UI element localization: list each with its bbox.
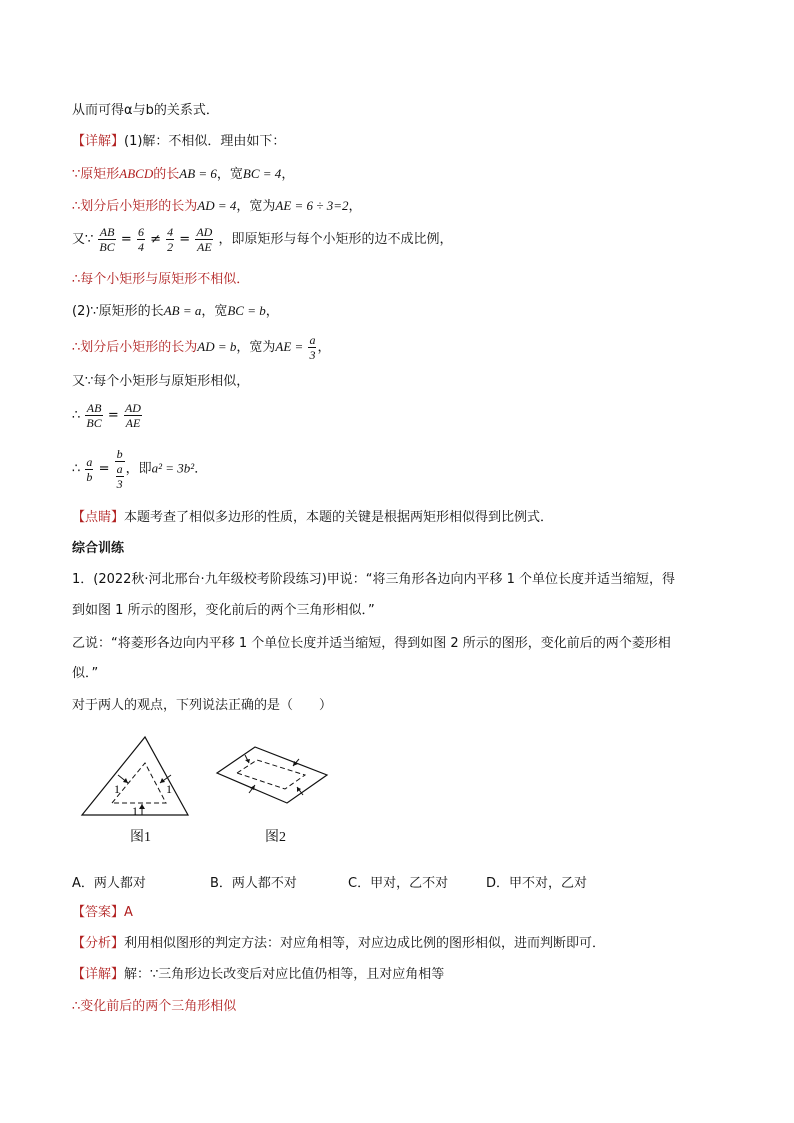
text-line	[72, 101, 219, 121]
therefore-sign: ∴	[72, 408, 81, 423]
answer-tag: 【答案】	[72, 905, 125, 920]
fraction	[166, 225, 174, 254]
remark-text: 本题考查了相似多边形的性质，本题的关键是根据两矩形相似得到比例式．	[124, 510, 554, 525]
equals-sign: =	[107, 408, 119, 423]
text-line	[72, 164, 294, 185]
analysis-text: 利用相似图形的判定方法：对应角相等，对应边成比例的图形相似，进而判断即可．	[124, 936, 606, 951]
math-span: AB = a	[163, 303, 202, 318]
detail-text: 解：∵三角形边长改变后对应比值仍相等，且对应角相等	[124, 967, 445, 982]
text-span: ∴划分后小矩形的长为	[72, 340, 198, 355]
question-line	[72, 601, 375, 621]
text-span: 的长	[153, 167, 180, 182]
text-line	[72, 333, 330, 362]
question-line	[72, 696, 332, 716]
text-span: 又∵每个小矩形与原矩形相似，	[72, 374, 250, 389]
text-span: 又∵	[72, 232, 94, 247]
figure-2-rhombus	[215, 745, 330, 805]
numerator: AD	[124, 401, 141, 415]
equals-sign: =	[179, 232, 191, 247]
denominator: 4	[137, 240, 144, 254]
remark-line	[72, 508, 553, 528]
numerator: a	[309, 333, 316, 347]
detail-heading	[72, 132, 285, 152]
conclusion-text: ∴变化前后的两个三角形相似	[72, 999, 237, 1014]
text-span: ，即原矩形与每个小矩形的边不成比例，	[218, 232, 453, 247]
section-title-text: 综合训练	[72, 541, 125, 556]
math-span: BC = 4	[242, 166, 282, 181]
fraction	[137, 225, 145, 254]
math-span: AE =	[275, 339, 304, 354]
arrowhead	[139, 804, 145, 809]
detail-tag: 【详解】	[72, 134, 125, 149]
text-span: ，宽	[216, 167, 243, 182]
text-line	[72, 301, 279, 322]
figure-1-triangle	[80, 735, 190, 817]
fraction	[308, 333, 316, 362]
not-equal-sign: ≠	[150, 232, 161, 247]
denominator: 3	[309, 348, 316, 362]
fraction	[85, 455, 93, 484]
denominator: b	[86, 469, 93, 484]
text-line	[72, 225, 452, 254]
math-span: AE = 6 ÷ 3=2	[275, 198, 349, 213]
inner-triangle	[112, 763, 166, 803]
text-line	[72, 196, 361, 217]
text-span: ．	[194, 461, 208, 477]
fraction	[195, 225, 213, 254]
math-span: AB = 6	[179, 166, 217, 181]
denominator: BC	[99, 240, 115, 254]
math-span: AD = b	[197, 339, 237, 354]
text-line	[72, 447, 207, 491]
numerator: 4	[167, 225, 174, 239]
denominator: AE	[125, 416, 141, 430]
question-line	[72, 570, 675, 590]
numerator: a	[86, 454, 93, 469]
math-span: a² = 3b²	[151, 460, 195, 476]
question-text: 乙说：“将菱形各边向内平移 1 个单位长度并适当缩短，得到如图 2 所示的图形，变化前后的两个菱形相	[72, 636, 671, 651]
question-line	[72, 664, 98, 684]
equals-sign: =	[98, 461, 110, 477]
arrowhead	[123, 778, 128, 783]
analysis-line	[72, 934, 605, 954]
relation-sentence: 从而可得α与b的关系式．	[72, 103, 219, 118]
therefore-sign: ∴	[72, 461, 81, 477]
option-c: C．甲对，乙不对	[348, 876, 449, 891]
numerator: b	[116, 447, 123, 461]
text-span: (2)∵原矩形的长	[72, 304, 164, 319]
fraction	[85, 401, 102, 430]
numerator: a	[116, 462, 123, 476]
question-text: 到如图 1 所示的图形，变化前后的两个三角形相似．”	[72, 603, 375, 618]
denominator-fraction	[115, 462, 125, 491]
text-span: ∴划分后小矩形的长为	[72, 199, 198, 214]
denominator: BC	[86, 416, 102, 430]
denominator: AE	[196, 240, 212, 254]
label-left: 1	[114, 782, 120, 796]
outer-rhombus	[217, 747, 327, 803]
conclusion-text: ∴每个小矩形与原矩形不相似．	[72, 272, 250, 287]
question-text: 似．”	[72, 666, 99, 681]
question-line	[72, 634, 671, 654]
text-span: ，即	[125, 461, 152, 477]
section-title	[72, 539, 124, 559]
text-span: ，宽	[201, 304, 228, 319]
math-span: ABCD	[119, 166, 154, 181]
answer-value: A	[124, 905, 133, 920]
question-text: 1．(2022秋·河北邢台·九年级校考阶段练习)甲说：“将三角形各边向内平移 1 个单位长度并适当缩短，得	[72, 572, 676, 587]
text-line	[72, 372, 249, 392]
numerator: AB	[86, 401, 102, 415]
numerator: 6	[137, 225, 144, 239]
numerator: AD	[196, 225, 213, 239]
conclusion-line	[72, 997, 236, 1017]
text-span: ，	[348, 199, 362, 214]
text-span: ，	[317, 340, 331, 355]
figure-2-caption: 图2	[265, 830, 286, 845]
detail-text: (1)解：不相似．理由如下：	[124, 134, 286, 149]
text-span: ，宽为	[236, 340, 276, 355]
text-span: ∵原矩形	[72, 167, 120, 182]
analysis-tag: 【分析】	[72, 936, 125, 951]
denominator: 3	[116, 477, 123, 491]
remark-tag: 【点睛】	[72, 510, 125, 525]
compound-fraction	[115, 447, 125, 491]
label-bottom: 1	[132, 804, 138, 817]
option-a: A．两人都对	[72, 876, 146, 891]
text-span: ，	[265, 304, 279, 319]
question-text: 对于两人的观点，下列说法正确的是（ ）	[72, 698, 333, 713]
fraction	[124, 401, 142, 430]
text-line	[72, 270, 249, 290]
math-span: AD = 4	[197, 198, 237, 213]
figure-1-caption: 图1	[130, 830, 151, 845]
label-right: 1	[166, 782, 172, 796]
numerator: AB	[99, 225, 115, 239]
option-d: D．甲不对，乙对	[486, 876, 588, 891]
denominator: 2	[167, 240, 174, 254]
text-line	[72, 401, 143, 430]
equals-sign: =	[120, 232, 132, 247]
text-span: ，宽为	[236, 199, 276, 214]
detail-line	[72, 965, 444, 985]
math-span: BC = b	[227, 303, 266, 318]
answer-line	[72, 903, 133, 923]
option-b: B．两人都不对	[210, 876, 297, 891]
text-span: ，	[281, 167, 295, 182]
detail-tag: 【详解】	[72, 967, 125, 982]
fraction	[98, 225, 115, 254]
